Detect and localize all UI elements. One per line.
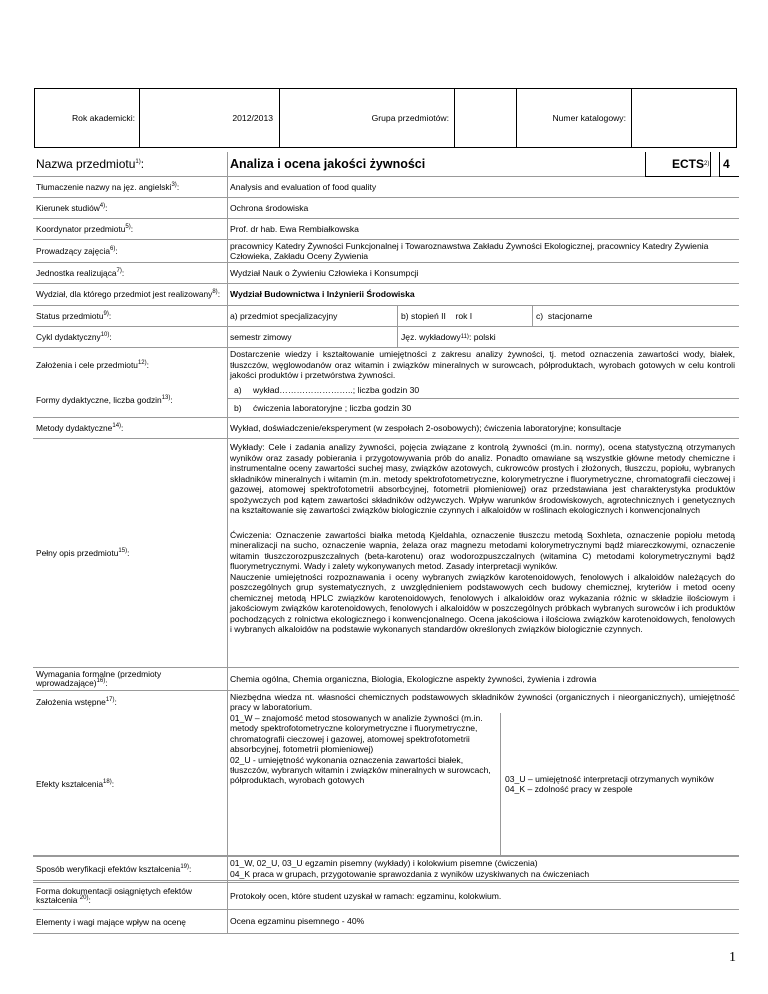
- row-formy: [33, 382, 739, 418]
- row-zalozenia-wstepne: [33, 691, 739, 713]
- opis-wyklady: Wykłady: Cele i zadania analizy żywności, pojęcia związane z kontrolą żywności (m.in. normy), ocena statystyczną otrzymanych wyników oraz zasady pobierania i przygotowywania prób do analiz. Ponadto omawiane są wszystkie główne metody chemiczne i instrumentalne oceny zawartości suchej masy, związków azotowych, cukrowców prostych i złożonych, tłuszczu, popiołu, wybranych składników mineralnych i witamin (m.in. metody spektrofotometryczne, kolorymetryczne i fluorymetryczne, chromatografii cieczowej i gazowej, atomowej spektrofotometrii absorbcyjnej, fotometrii płomieniowej) oraz przedstawiana jest charakterystyka produktów spożywczych pod kątem zawartości składników odżywczych. Wpływ warunków środowiskowych, agrotechnicznych i genetycznych na kształtowanie się zawartości związków biologicznie czynnych i alkaloidów w roślinach ekologicznych i konwencjonalnych: [230, 442, 735, 515]
- opis-nauczenie: Nauczenie umiejętności rozpoznawania i oceny wybranych związków karotenoidowych, fenolowych i alkaloidów należących do poszczególnych grup systematycznych, z uwzględnieniem podstawowych cech budowy chemicznej, kryteriów i metod oceny chemicznej metodą HPLC związków karotenoidowych, fenolowych i alkaloidów oraz wykazania różnic w składzie ilościowym i jakościowym związków karotenoidowych, fenolowych i alkaloidów w poszczególnych próbkach wybranych surowców i ich produktów pochodzących z rolnictwa ekologicznego i konwencjonalnego. Ocena jakościowa i ilościowa związków karotenoidowych, fenolowych i wybranych alkaloidów na podstawie wykonanych standardów określonych związków biologicznie czynnych.: [230, 571, 735, 634]
- efekty-left: 01_W – znajomość metod stosowanych w analizie żywności (m.in. metody spektrofotometryczne kolorymetryczne i fluorymetryczne, chromatografii cieczowej i gazowej, atomowej spektrofotometrii absorbcyjnej, fotometrii płomieniowej) 02_U - umiejętność wykonania oznaczenia zawartości białek, tłuszczów, wybranych witamin i związków mineralnych w surowcach, półproduktach, wyrobach gotowych: [227, 713, 501, 855]
- row-metody: [33, 418, 739, 439]
- elementy-value: Ocena egzaminu pisemnego - 40%: [230, 916, 365, 927]
- formy-b: b) ćwiczenia laboratoryjne ; liczba godzin 30: [227, 398, 739, 417]
- efekty-right-1: 03_U – umiejętność interpretacji otrzymanych wyników: [505, 773, 714, 784]
- metody-label: Metody dydaktyczne$^{14)}$:: [36, 423, 124, 433]
- grupa-label-cell: [280, 89, 455, 147]
- row-opis: [33, 439, 739, 668]
- row-zalozenia: [33, 348, 739, 382]
- grupa-value-cell: [455, 89, 517, 147]
- zalozenia-label: Założenia i cele przedmiotu$^{12)}$:: [36, 360, 149, 370]
- sposob-label: Sposób weryfikacji efektów kształcenia$^{19)}$:: [36, 864, 192, 874]
- row-cykl: [33, 327, 739, 348]
- row-nazwa: [33, 152, 739, 177]
- row-elementy: [33, 910, 739, 934]
- opis-label: Pełny opis przedmiotu$^{15)}$:: [36, 548, 130, 558]
- formy-a: a) wykład……………………..; liczba godzin 30: [234, 385, 420, 395]
- rok-label-cell: [35, 89, 140, 147]
- row-prowadzacy: [33, 240, 739, 263]
- page-number: 1: [729, 950, 736, 965]
- efekty-right-2: 04_K – zdolność pracy w zespole: [505, 784, 633, 794]
- row-wydzial: [33, 284, 739, 306]
- opis-cwiczenia: Ćwiczenia: Oznaczenie zawartości białka metodą Kjeldahla, oznaczenie tłuszczu metodą Soxhleta, oznaczenie popiołu metodą mineralizacji na sucho, oznaczenie wapnia, żelaza oraz magnezu metodami kolorymetrycznymi bądź miareczkowymi, oznaczenie witamin tłuszczorozpuszczalnych (beta-karotenu) oraz wodorozpuszczalnych (witamina C) metodami kolorymetrycznymi bądź fluorymetrycznymi. Wady i zalety wykonywanych metod. Zasady interpretacji wyników.: [230, 529, 735, 571]
- wydzial-label: Wydział, dla którego przedmiot jest realizowany$^{8)}$:: [36, 288, 221, 299]
- grupa-label: Grupa przedmiotów:: [371, 113, 449, 123]
- nazwa-value: Analiza i ocena jakości żywności: [230, 156, 426, 171]
- opis-value: [227, 439, 739, 635]
- efekty-label: Efekty kształcenia$^{18)}$:: [36, 779, 115, 789]
- kierunek-value: Ochrona środowiska: [230, 202, 309, 213]
- row-tlumaczenie: [33, 177, 739, 198]
- cykl-jezyk: Jęz. wykładowy 11) : polski: [401, 332, 496, 342]
- cykl-semestr: semestr zimowy: [227, 327, 398, 347]
- row-forma-dok: [33, 883, 739, 910]
- elementy-label: Elementy i wagi mające wpływ na ocenę: [36, 916, 186, 927]
- ects-value: 4: [719, 152, 739, 177]
- metody-value: Wykład, doświadczenie/eksperyment (w zespołach 2-osobowych); ćwiczenia laboratoryjne; konsultacje: [230, 422, 622, 433]
- forma-dok-value: Protokoły ocen, które student uzyskał w ramach: egzaminu, kolokwium.: [230, 890, 502, 901]
- formy-label: Formy dydaktyczne, liczba godzin$^{13)}$:: [36, 394, 173, 405]
- status-label: Status przedmiotu$^{9)}$:: [36, 311, 112, 321]
- status-b: b) stopień II rok I: [398, 306, 533, 326]
- rok-value: 2012/2013: [232, 113, 273, 123]
- row-wymagania: [33, 668, 739, 691]
- koordynator-label: Koordynator przedmiotu$^{5)}$:: [36, 224, 134, 234]
- row-sposob: [33, 856, 739, 883]
- numer-label: Numer katalogowy:: [552, 113, 626, 123]
- status-c: c) stacjonarne: [536, 311, 593, 321]
- status-a: a) przedmiot specjalizacyjny: [227, 306, 398, 326]
- numer-value-cell: [632, 89, 736, 147]
- efekty-right: [501, 713, 739, 855]
- sposob-line-2: 04_K praca w grupach, przygotowanie sprawozdania z wyników uzyskiwanych na ćwiczeniach: [230, 869, 590, 879]
- tlumaczenie-value: Analysis and evaluation of food quality: [230, 181, 377, 192]
- row-jednostka: [33, 263, 739, 284]
- prowadzacy-value: pracownicy Katedry Żywności Funkcjonalnej i Towaroznawstwa Zakładu Żywności Ekologicznej, pracownicy Katedry Żywienia Człowieka, Zakładu Oceny Żywienia: [230, 240, 709, 261]
- zalozenia-wstepne-value: Niezbędna wiedza nt. własności chemicznych podstawowych składników żywności (organicznych i nieorganicznych), umiejętność pracy w laboratorium.: [230, 691, 735, 712]
- wymagania-value: Chemia ogólna, Chemia organiczna, Biologia, Ekologiczne aspekty żywności, żywienia i zdrowia: [230, 673, 597, 684]
- sposob-value: [227, 858, 739, 879]
- rok-value-cell: [140, 89, 280, 147]
- cykl-values: [227, 327, 739, 347]
- jednostka-label: Jednostka realizująca$^{7)}$:: [36, 268, 125, 278]
- koordynator-value: Prof. dr hab. Ewa Rembiałkowska: [230, 223, 359, 234]
- sposob-line-1: 01_W, 02_U, 03_U egzamin pisemny (wykłady) i kolokwium pisemne (ćwiczenia): [230, 858, 538, 869]
- row-kierunek: [33, 198, 739, 219]
- zalozenia-value: Dostarczenie wiedzy i kształtowanie umiejętności z zakresu analizy żywności, tj. metod oznaczenia zawartości wody, białek, tłuszczów, węglowodanów oraz witamin i związków mineralnych w surowcach, półproduktach, wyrobach gotowych w celu kontroli jakości produktów i przetwórstwa żywności.: [230, 349, 735, 381]
- formy-values: [227, 382, 739, 417]
- row-koordynator: [33, 219, 739, 240]
- wydzial-value: Wydział Budownictwa i Inżynierii Środowiska: [230, 289, 415, 300]
- numer-label-cell: [517, 89, 632, 147]
- nazwa-label: Nazwa przedmiotu$^{1)}$:: [36, 157, 145, 171]
- row-status: [33, 306, 739, 327]
- zalozenia-wstepne-label: Założenia wstępne$^{17)}$:: [36, 697, 117, 707]
- tlumaczenie-label: Tłumaczenie nazwy na jęz. angielski$^{3)}$:: [36, 182, 180, 192]
- wymagania-label: Wymagania formalne (przedmioty wprowadzające)$^{16)}$:: [36, 668, 162, 688]
- header-box: [34, 88, 737, 148]
- prowadzacy-label: Prowadzący zajęcia$^{6)}$:: [36, 246, 118, 256]
- forma-dok-label: Forma dokumentacji osiągniętych efektów kształcenia $^{20)}$:: [36, 885, 192, 905]
- efekty-values: [227, 713, 739, 855]
- ects-label: ECTS 2): [645, 152, 711, 177]
- kierunek-label: Kierunek studiów$^{4)}$:: [36, 203, 108, 213]
- row-efekty: [33, 713, 739, 856]
- status-values: [227, 306, 739, 326]
- cykl-label: Cykl dydaktyczny$^{10)}$:: [36, 332, 112, 342]
- rok-label: Rok akademicki:: [71, 113, 135, 123]
- jednostka-value: Wydział Nauk o Żywieniu Człowieka i Konsumpcji: [230, 267, 419, 278]
